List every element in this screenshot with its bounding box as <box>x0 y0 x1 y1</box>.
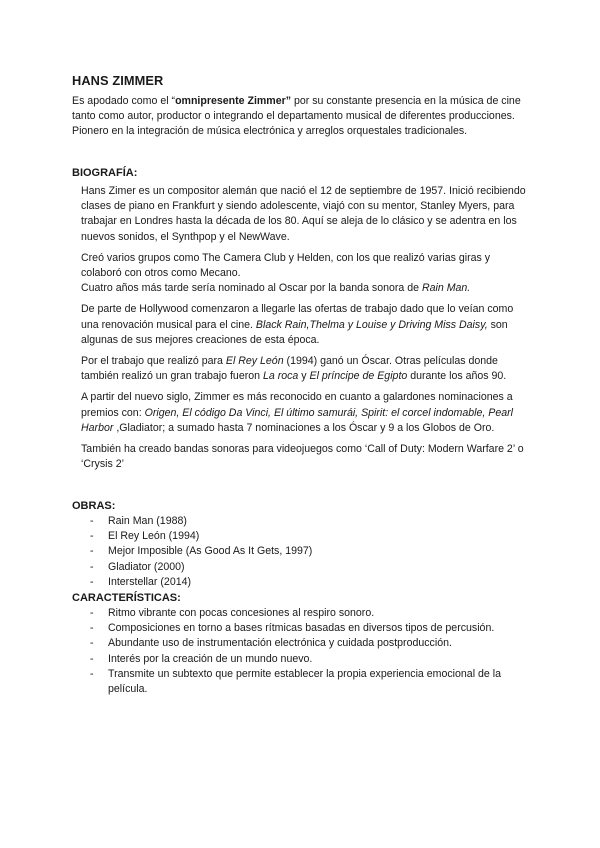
list-item: - Rain Man (1988) <box>90 515 187 527</box>
obras-list <box>90 514 530 590</box>
bio-paragraph-4: Por el trabajo que realizó para El Rey León (1994) ganó un Óscar. Otras películas donde también realizó un gran trabajo fueron La roca y El príncipe de Egipto durante los años 90. <box>81 355 507 383</box>
list-item: - Interstellar (2014) <box>90 575 192 588</box>
intro-section <box>72 94 532 140</box>
biografia-heading: BIOGRAFÍA: <box>72 167 138 179</box>
obras-heading: OBRAS: <box>72 500 116 512</box>
list-item: - Gladiator (2000) <box>90 560 185 573</box>
list-item: - Transmite un subtexto que permite establecer la propia experiencia emocional de la película. <box>90 667 501 696</box>
intro-paragraph-2: Pionero en la integración de música electrónica y arreglos orquestales tradicionales. <box>72 125 468 138</box>
list-item: - Interés por la creación de un mundo nuevo. <box>90 652 313 665</box>
document-title: HANS ZIMMER <box>72 73 164 88</box>
list-item: - Abundante uso de instrumentación electrónica y cuidada postproducción. <box>90 637 452 650</box>
list-item: - El Rey León (1994) <box>90 530 200 543</box>
intro-bold-nickname: omnipresente Zimmer” <box>175 95 292 107</box>
bio-paragraph-5: A partir del nuevo siglo, Zimmer es más reconocido en cuanto a galardones nominaciones a premios con: Origen, El código Da Vinci, El último samurái, Spirit: el corcel indomable, Pearl Harbor ,Gladiator; a sumado hasta 7 nominaciones a los Óscar y 9 a los Globos de Oro. <box>81 391 513 434</box>
caracteristicas-list <box>90 606 530 697</box>
caracteristicas-heading: CARACTERÍSTICAS: <box>72 592 181 604</box>
bio-paragraph-3: De parte de Hollywood comenzaron a llegarle las ofertas de trabajo dado que lo veían como una renovación musical para el cine. Black Rain,Thelma y Louise y Driving Miss Daisy, son algunas de sus mejores creaciones de esta época. <box>81 303 514 346</box>
bio-paragraph-1: Hans Zimer es un compositor alemán que nació el 12 de septiembre de 1957. Inició recibiendo clases de piano en Frankfurt y siendo adolescente, viajó con su mentor, Stanley Myers, para trabajar en Londres hasta la década de los 80. Aquí se aleja de lo clásico y se adentra en los nuevos sonidos, el Synthpop y el NewWave. <box>81 185 526 243</box>
bio-paragraph-2: Creó varios grupos como The Camera Club y Helden, con los que realizó varias giras y colaboró con otros como Mecano. Cuatro años más tarde sería nominado al Oscar por la banda sonora de Rain Man. <box>81 251 491 295</box>
list-item: - Composiciones en torno a bases rítmicas basadas en diversos tipos de percusión. <box>90 622 495 635</box>
biografia-section <box>81 184 527 478</box>
bio-paragraph-6: También ha creado bandas sonoras para videojuegos como ‘Call of Duty: Modern Warfare 2’ o ‘Crysis 2’ <box>81 443 524 471</box>
intro-paragraph-1: Es apodado como el “omnipresente Zimmer” por su constante presencia en la música de cine tanto como autor, productor o integrando el departamento musical de diferentes producciones. <box>72 95 521 123</box>
list-item: - Mejor Imposible (As Good As It Gets, 1997) <box>90 545 313 558</box>
list-item: - Ritmo vibrante con pocas concesiones al respiro sonoro. <box>90 607 375 619</box>
